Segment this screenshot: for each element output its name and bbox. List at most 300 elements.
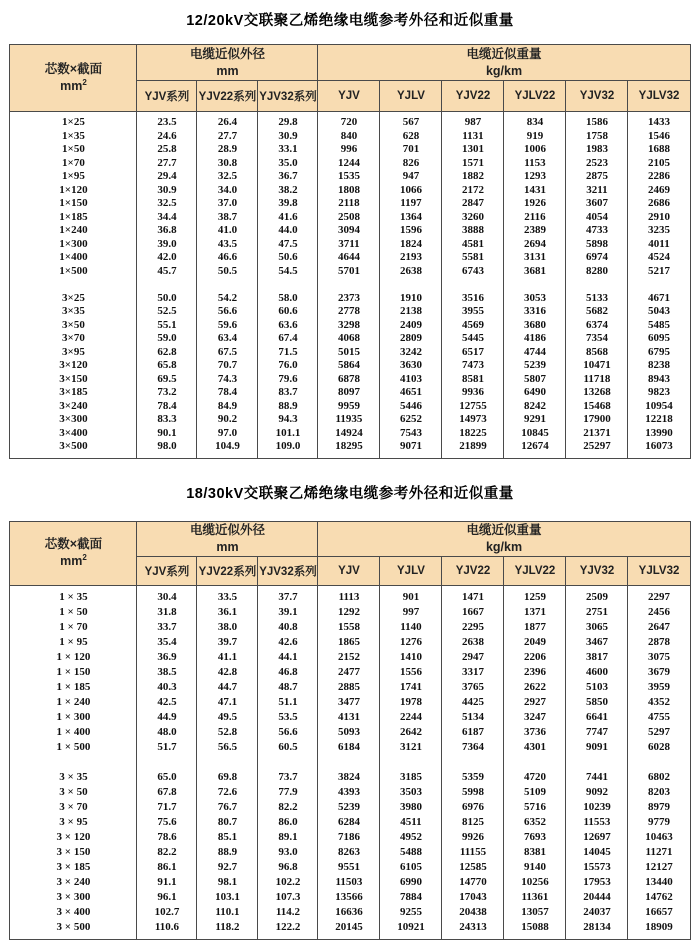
cell-value: 5217 bbox=[628, 265, 690, 279]
cell-cores-section: 3 × 95 bbox=[10, 815, 137, 830]
table-row bbox=[10, 710, 690, 725]
header-yjv: YJV bbox=[318, 556, 380, 585]
cell-value: 17953 bbox=[566, 875, 628, 890]
cell-value: 48.0 bbox=[137, 725, 197, 740]
cell-value: 3053 bbox=[504, 292, 566, 306]
cell-value: 2885 bbox=[318, 680, 380, 695]
table-row bbox=[10, 845, 690, 860]
cell-value: 2809 bbox=[380, 332, 442, 346]
cell-value: 34.4 bbox=[137, 211, 197, 225]
cell-cores-section: 3 × 240 bbox=[10, 875, 137, 890]
cell-value: 29.8 bbox=[258, 112, 318, 130]
cell-value: 1910 bbox=[380, 292, 442, 306]
table-row bbox=[10, 238, 690, 252]
cell-value: 1882 bbox=[442, 170, 504, 184]
table-row bbox=[10, 359, 690, 373]
cell-value: 18295 bbox=[318, 440, 380, 458]
cell-value: 2469 bbox=[628, 184, 690, 198]
spacer-cell bbox=[197, 278, 258, 292]
cell-value: 18909 bbox=[628, 920, 690, 940]
cell-value: 3736 bbox=[504, 725, 566, 740]
cell-value: 4744 bbox=[504, 346, 566, 360]
cell-value: 86.1 bbox=[137, 860, 197, 875]
cell-value: 33.1 bbox=[258, 143, 318, 157]
cell-value: 7693 bbox=[504, 830, 566, 845]
cell-value: 5446 bbox=[380, 400, 442, 414]
cell-value: 67.4 bbox=[258, 332, 318, 346]
cell-value: 30.4 bbox=[137, 585, 197, 605]
cell-value: 122.2 bbox=[258, 920, 318, 940]
cell-value: 1877 bbox=[504, 620, 566, 635]
cell-value: 24313 bbox=[442, 920, 504, 940]
cell-value: 1978 bbox=[380, 695, 442, 710]
table-row bbox=[10, 184, 690, 198]
cell-value: 29.4 bbox=[137, 170, 197, 184]
od-group-unit: mm bbox=[216, 539, 239, 554]
cell-value: 1824 bbox=[380, 238, 442, 252]
cell-value: 62.8 bbox=[137, 346, 197, 360]
cell-value: 6184 bbox=[318, 740, 380, 755]
cell-value: 40.3 bbox=[137, 680, 197, 695]
cell-value: 2373 bbox=[318, 292, 380, 306]
cell-value: 8581 bbox=[442, 373, 504, 387]
table-row bbox=[10, 197, 690, 211]
table-row bbox=[10, 770, 690, 785]
cell-value: 109.0 bbox=[258, 440, 318, 458]
cell-value: 10954 bbox=[628, 400, 690, 414]
cell-value: 33.5 bbox=[197, 585, 258, 605]
cell-value: 37.7 bbox=[258, 585, 318, 605]
cores-section-unit-sup: 2 bbox=[82, 552, 87, 562]
cell-value: 65.0 bbox=[137, 770, 197, 785]
table-row bbox=[10, 143, 690, 157]
cell-value: 1293 bbox=[504, 170, 566, 184]
cell-value: 9071 bbox=[380, 440, 442, 458]
cell-value: 2875 bbox=[566, 170, 628, 184]
cell-value: 39.1 bbox=[258, 605, 318, 620]
cell-value: 13057 bbox=[504, 905, 566, 920]
cell-value: 24037 bbox=[566, 905, 628, 920]
table-row bbox=[10, 695, 690, 710]
cell-value: 2947 bbox=[442, 650, 504, 665]
cell-value: 628 bbox=[380, 130, 442, 144]
cell-value: 1471 bbox=[442, 585, 504, 605]
cell-cores-section: 1 × 150 bbox=[10, 665, 137, 680]
cell-value: 2927 bbox=[504, 695, 566, 710]
cell-value: 6252 bbox=[380, 413, 442, 427]
cable-spec-table-12-20kv bbox=[9, 44, 690, 459]
cell-cores-section: 3 × 50 bbox=[10, 785, 137, 800]
table-row bbox=[10, 251, 690, 265]
cell-value: 4569 bbox=[442, 319, 504, 333]
cell-value: 38.0 bbox=[197, 620, 258, 635]
cell-value: 56.5 bbox=[197, 740, 258, 755]
cell-value: 6352 bbox=[504, 815, 566, 830]
cell-value: 38.7 bbox=[197, 211, 258, 225]
cell-value: 59.6 bbox=[197, 319, 258, 333]
cell-cores-section: 3×120 bbox=[10, 359, 137, 373]
cell-value: 16657 bbox=[628, 905, 690, 920]
cell-value: 2116 bbox=[504, 211, 566, 225]
cell-value: 34.0 bbox=[197, 184, 258, 198]
cell-cores-section: 1×35 bbox=[10, 130, 137, 144]
cell-value: 4581 bbox=[442, 238, 504, 252]
header-yjv32-series: YJV32系列 bbox=[258, 81, 318, 112]
cell-value: 1556 bbox=[380, 665, 442, 680]
cell-value: 4651 bbox=[380, 386, 442, 400]
od-group-title: 电缆近似外径 bbox=[189, 46, 265, 61]
cell-value: 1153 bbox=[504, 157, 566, 171]
cell-value: 3959 bbox=[628, 680, 690, 695]
table-row bbox=[10, 860, 690, 875]
header-cores-x-section bbox=[10, 45, 137, 112]
cell-value: 46.8 bbox=[258, 665, 318, 680]
cell-value: 1596 bbox=[380, 224, 442, 238]
spacer-cell bbox=[628, 278, 690, 292]
cell-value: 31.8 bbox=[137, 605, 197, 620]
table-row bbox=[10, 386, 690, 400]
cores-section-unit: mm bbox=[60, 79, 83, 94]
cell-value: 5359 bbox=[442, 770, 504, 785]
cell-value: 42.6 bbox=[258, 635, 318, 650]
cell-value: 30.8 bbox=[197, 157, 258, 171]
cell-value: 63.4 bbox=[197, 332, 258, 346]
cell-value: 2456 bbox=[628, 605, 690, 620]
cell-value: 3131 bbox=[504, 251, 566, 265]
cores-section-label: 芯数×截面 bbox=[44, 62, 103, 77]
cell-value: 1741 bbox=[380, 680, 442, 695]
header-od-group bbox=[137, 45, 318, 81]
header-weight-group bbox=[318, 45, 690, 81]
cell-cores-section: 1 × 500 bbox=[10, 740, 137, 755]
cell-value: 901 bbox=[380, 585, 442, 605]
cell-value: 82.2 bbox=[137, 845, 197, 860]
cell-value: 30.9 bbox=[137, 184, 197, 198]
cell-value: 44.7 bbox=[197, 680, 258, 695]
cell-value: 67.5 bbox=[197, 346, 258, 360]
cell-value: 5239 bbox=[504, 359, 566, 373]
cell-cores-section: 3 × 400 bbox=[10, 905, 137, 920]
cell-value: 4011 bbox=[628, 238, 690, 252]
cell-value: 9926 bbox=[442, 830, 504, 845]
cell-value: 3765 bbox=[442, 680, 504, 695]
cell-value: 6878 bbox=[318, 373, 380, 387]
header-yjv22-series: YJV22系列 bbox=[197, 81, 258, 112]
cell-value: 80.7 bbox=[197, 815, 258, 830]
cell-value: 10463 bbox=[628, 830, 690, 845]
cell-value: 2847 bbox=[442, 197, 504, 211]
cell-value: 9823 bbox=[628, 386, 690, 400]
cell-value: 4524 bbox=[628, 251, 690, 265]
cell-value: 9092 bbox=[566, 785, 628, 800]
cell-value: 20438 bbox=[442, 905, 504, 920]
cell-value: 79.6 bbox=[258, 373, 318, 387]
cell-value: 26.4 bbox=[197, 112, 258, 130]
cell-value: 1983 bbox=[566, 143, 628, 157]
cell-value: 3317 bbox=[442, 665, 504, 680]
cell-value: 20145 bbox=[318, 920, 380, 940]
cell-value: 4352 bbox=[628, 695, 690, 710]
spacer-cell bbox=[504, 755, 566, 770]
cell-value: 919 bbox=[504, 130, 566, 144]
table-row bbox=[10, 680, 690, 695]
spacer-cell bbox=[442, 278, 504, 292]
cell-cores-section: 1 × 185 bbox=[10, 680, 137, 695]
cell-value: 3679 bbox=[628, 665, 690, 680]
cell-value: 9091 bbox=[566, 740, 628, 755]
cell-value: 996 bbox=[318, 143, 380, 157]
cell-value: 4511 bbox=[380, 815, 442, 830]
cell-value: 1926 bbox=[504, 197, 566, 211]
cell-value: 1535 bbox=[318, 170, 380, 184]
cell-cores-section: 1 × 300 bbox=[10, 710, 137, 725]
cell-value: 102.2 bbox=[258, 875, 318, 890]
cell-cores-section: 1 × 70 bbox=[10, 620, 137, 635]
cell-cores-section: 1 × 240 bbox=[10, 695, 137, 710]
spacer-row bbox=[10, 755, 690, 770]
cell-value: 40.8 bbox=[258, 620, 318, 635]
cell-value: 51.1 bbox=[258, 695, 318, 710]
cell-value: 72.6 bbox=[197, 785, 258, 800]
cell-value: 91.1 bbox=[137, 875, 197, 890]
header-yjv-series: YJV系列 bbox=[137, 81, 197, 112]
table-row bbox=[10, 725, 690, 740]
cell-value: 12755 bbox=[442, 400, 504, 414]
cell-value: 720 bbox=[318, 112, 380, 130]
table-row bbox=[10, 211, 690, 225]
cell-value: 13440 bbox=[628, 875, 690, 890]
cell-value: 11271 bbox=[628, 845, 690, 860]
cell-value: 2642 bbox=[380, 725, 442, 740]
cell-value: 1197 bbox=[380, 197, 442, 211]
cell-value: 9779 bbox=[628, 815, 690, 830]
weight-group-title: 电缆近似重量 bbox=[466, 522, 542, 537]
cell-value: 76.0 bbox=[258, 359, 318, 373]
cell-value: 13566 bbox=[318, 890, 380, 905]
cell-value: 6974 bbox=[566, 251, 628, 265]
table-row bbox=[10, 346, 690, 360]
cell-value: 1431 bbox=[504, 184, 566, 198]
cell-cores-section: 1×95 bbox=[10, 170, 137, 184]
cell-value: 3630 bbox=[380, 359, 442, 373]
cell-value: 6517 bbox=[442, 346, 504, 360]
table-row bbox=[10, 620, 690, 635]
cell-value: 5297 bbox=[628, 725, 690, 740]
spacer-cell bbox=[318, 755, 380, 770]
cell-value: 94.3 bbox=[258, 413, 318, 427]
cell-value: 1066 bbox=[380, 184, 442, 198]
cell-value: 3121 bbox=[380, 740, 442, 755]
cell-cores-section: 3 × 185 bbox=[10, 860, 137, 875]
cell-value: 42.0 bbox=[137, 251, 197, 265]
cell-value: 6284 bbox=[318, 815, 380, 830]
cell-value: 2509 bbox=[566, 585, 628, 605]
table-row bbox=[10, 650, 690, 665]
spacer-cell bbox=[318, 278, 380, 292]
cell-cores-section: 3×35 bbox=[10, 305, 137, 319]
cell-value: 4068 bbox=[318, 332, 380, 346]
cell-value: 4103 bbox=[380, 373, 442, 387]
cell-value: 60.5 bbox=[258, 740, 318, 755]
cell-value: 1688 bbox=[628, 143, 690, 157]
table-row bbox=[10, 413, 690, 427]
cell-value: 4720 bbox=[504, 770, 566, 785]
cell-value: 38.2 bbox=[258, 184, 318, 198]
cell-value: 11553 bbox=[566, 815, 628, 830]
cell-value: 5850 bbox=[566, 695, 628, 710]
cell-value: 3467 bbox=[566, 635, 628, 650]
cell-value: 10256 bbox=[504, 875, 566, 890]
cell-value: 5998 bbox=[442, 785, 504, 800]
weight-group-title: 电缆近似重量 bbox=[466, 46, 542, 61]
cell-value: 11361 bbox=[504, 890, 566, 905]
cell-value: 35.4 bbox=[137, 635, 197, 650]
cell-value: 38.5 bbox=[137, 665, 197, 680]
cell-cores-section: 1 × 95 bbox=[10, 635, 137, 650]
spacer-cell bbox=[10, 755, 137, 770]
cell-value: 55.1 bbox=[137, 319, 197, 333]
cell-value: 14045 bbox=[566, 845, 628, 860]
header-yjv22-series: YJV22系列 bbox=[197, 556, 258, 585]
cell-value: 5807 bbox=[504, 373, 566, 387]
cell-value: 6795 bbox=[628, 346, 690, 360]
cell-value: 78.4 bbox=[197, 386, 258, 400]
header-od-group bbox=[137, 521, 318, 556]
cell-value: 5445 bbox=[442, 332, 504, 346]
cell-cores-section: 1 × 35 bbox=[10, 585, 137, 605]
cell-value: 70.7 bbox=[197, 359, 258, 373]
cell-value: 89.1 bbox=[258, 830, 318, 845]
cell-value: 8242 bbox=[504, 400, 566, 414]
cell-value: 18225 bbox=[442, 427, 504, 441]
cell-value: 6976 bbox=[442, 800, 504, 815]
cell-value: 2152 bbox=[318, 650, 380, 665]
cell-value: 36.7 bbox=[258, 170, 318, 184]
cell-value: 42.8 bbox=[197, 665, 258, 680]
spacer-cell bbox=[137, 278, 197, 292]
spacer-cell bbox=[137, 755, 197, 770]
table-row bbox=[10, 920, 690, 940]
cell-value: 98.0 bbox=[137, 440, 197, 458]
spacer-cell bbox=[380, 755, 442, 770]
cell-value: 8125 bbox=[442, 815, 504, 830]
cell-value: 85.1 bbox=[197, 830, 258, 845]
cell-value: 834 bbox=[504, 112, 566, 130]
cell-value: 8568 bbox=[566, 346, 628, 360]
cell-value: 2389 bbox=[504, 224, 566, 238]
cell-value: 54.2 bbox=[197, 292, 258, 306]
cell-value: 997 bbox=[380, 605, 442, 620]
cell-value: 12127 bbox=[628, 860, 690, 875]
cell-value: 11718 bbox=[566, 373, 628, 387]
table-row bbox=[10, 800, 690, 815]
spacer-cell bbox=[197, 755, 258, 770]
cell-value: 67.8 bbox=[137, 785, 197, 800]
cell-value: 3477 bbox=[318, 695, 380, 710]
cell-value: 3235 bbox=[628, 224, 690, 238]
cell-value: 1131 bbox=[442, 130, 504, 144]
cell-value: 1546 bbox=[628, 130, 690, 144]
cell-value: 1292 bbox=[318, 605, 380, 620]
cell-value: 4671 bbox=[628, 292, 690, 306]
cell-value: 5103 bbox=[566, 680, 628, 695]
cell-value: 74.3 bbox=[197, 373, 258, 387]
cell-value: 14762 bbox=[628, 890, 690, 905]
table-row bbox=[10, 785, 690, 800]
table2-body bbox=[10, 585, 690, 939]
cell-value: 2118 bbox=[318, 197, 380, 211]
cell-value: 2295 bbox=[442, 620, 504, 635]
header-yjv32-series: YJV32系列 bbox=[258, 556, 318, 585]
cell-value: 4301 bbox=[504, 740, 566, 755]
cell-value: 1586 bbox=[566, 112, 628, 130]
cell-value: 3260 bbox=[442, 211, 504, 225]
cell-cores-section: 1 × 120 bbox=[10, 650, 137, 665]
cell-cores-section: 3×150 bbox=[10, 373, 137, 387]
table1-body bbox=[10, 112, 690, 459]
cell-value: 5898 bbox=[566, 238, 628, 252]
cell-value: 1113 bbox=[318, 585, 380, 605]
cell-value: 28134 bbox=[566, 920, 628, 940]
table-row bbox=[10, 224, 690, 238]
cell-value: 12697 bbox=[566, 830, 628, 845]
cell-value: 4186 bbox=[504, 332, 566, 346]
spacer-cell bbox=[628, 755, 690, 770]
cell-value: 7884 bbox=[380, 890, 442, 905]
weight-group-unit: kg/km bbox=[485, 539, 523, 554]
cell-value: 20444 bbox=[566, 890, 628, 905]
cell-cores-section: 3×300 bbox=[10, 413, 137, 427]
cell-cores-section: 1×400 bbox=[10, 251, 137, 265]
cell-value: 4644 bbox=[318, 251, 380, 265]
header-weight-group bbox=[318, 521, 690, 556]
cell-cores-section: 1×150 bbox=[10, 197, 137, 211]
cell-value: 3185 bbox=[380, 770, 442, 785]
cell-value: 27.7 bbox=[197, 130, 258, 144]
cell-value: 1140 bbox=[380, 620, 442, 635]
cell-cores-section: 1×120 bbox=[10, 184, 137, 198]
cell-value: 37.0 bbox=[197, 197, 258, 211]
table-row bbox=[10, 740, 690, 755]
cell-value: 46.6 bbox=[197, 251, 258, 265]
cell-value: 701 bbox=[380, 143, 442, 157]
header-yjlv: YJLV bbox=[380, 81, 442, 112]
cell-value: 2105 bbox=[628, 157, 690, 171]
cell-value: 13990 bbox=[628, 427, 690, 441]
cell-value: 86.0 bbox=[258, 815, 318, 830]
cell-value: 10471 bbox=[566, 359, 628, 373]
cell-cores-section: 1 × 50 bbox=[10, 605, 137, 620]
cell-cores-section: 3 × 70 bbox=[10, 800, 137, 815]
cell-value: 41.0 bbox=[197, 224, 258, 238]
spacer-cell bbox=[258, 278, 318, 292]
cell-value: 6802 bbox=[628, 770, 690, 785]
spacer-cell bbox=[10, 278, 137, 292]
cell-value: 4393 bbox=[318, 785, 380, 800]
cell-value: 90.2 bbox=[197, 413, 258, 427]
cell-value: 5485 bbox=[628, 319, 690, 333]
table-row bbox=[10, 830, 690, 845]
cell-value: 3955 bbox=[442, 305, 504, 319]
cell-value: 17900 bbox=[566, 413, 628, 427]
cell-value: 118.2 bbox=[197, 920, 258, 940]
cell-value: 6641 bbox=[566, 710, 628, 725]
cell-value: 69.8 bbox=[197, 770, 258, 785]
cell-cores-section: 3×50 bbox=[10, 319, 137, 333]
cell-value: 3824 bbox=[318, 770, 380, 785]
cell-value: 1558 bbox=[318, 620, 380, 635]
header-yjv-series: YJV系列 bbox=[137, 556, 197, 585]
